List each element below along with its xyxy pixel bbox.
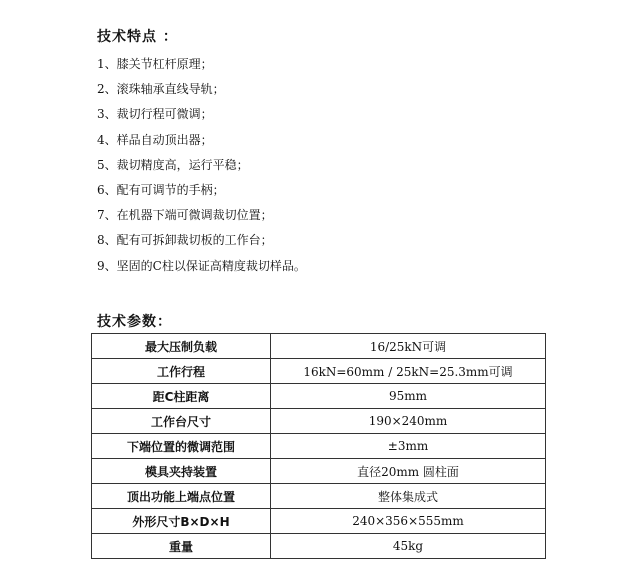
features-list — [97, 56, 306, 283]
feature-item: 9、坚固的C柱以保证高精度裁切样品。 — [97, 258, 306, 273]
feature-item: 3、裁切行程可微调； — [97, 107, 213, 122]
param-value: 45kg — [271, 534, 546, 559]
param-value: 95mm — [271, 384, 546, 409]
param-name: 最大压制负载 — [92, 334, 271, 359]
params-table — [91, 333, 546, 559]
param-name: 工作台尺寸 — [92, 409, 271, 434]
param-name: 下端位置的微调范围 — [92, 434, 271, 459]
param-value: 16/25kN可调 — [271, 334, 546, 359]
feature-item: 1、膝关节杠杆原理； — [97, 57, 213, 71]
table-row — [92, 459, 546, 484]
param-name: 顶出功能上端点位置 — [92, 484, 271, 509]
params-heading: 技术参数： — [97, 314, 172, 330]
param-name: 外形尺寸B×D×H — [92, 509, 271, 534]
feature-item: 6、配有可调节的手柄； — [97, 182, 225, 197]
table-row — [92, 484, 546, 509]
table-row — [92, 409, 546, 434]
table-row — [92, 334, 546, 359]
table-row — [92, 359, 546, 384]
param-value: 240×356×555mm — [271, 509, 546, 534]
param-name: 距C柱距离 — [92, 384, 271, 409]
feature-item: 7、在机器下端可微调裁切位置； — [97, 208, 273, 223]
param-value: ±3mm — [271, 434, 546, 459]
feature-item: 2、滚珠轴承直线导轨； — [97, 82, 225, 97]
feature-item: 4、样品自动顶出器； — [97, 132, 213, 147]
feature-item: 8、配有可拆卸裁切板的工作台； — [97, 233, 273, 248]
features-heading: 技术特点 ： — [97, 29, 178, 45]
table-row — [92, 434, 546, 459]
param-value: 整体集成式 — [271, 484, 546, 509]
param-name: 工作行程 — [92, 359, 271, 384]
table-row — [92, 384, 546, 409]
table-row — [92, 509, 546, 534]
param-value: 直径20mm 圆柱面 — [271, 459, 546, 484]
param-name: 重量 — [92, 534, 271, 559]
param-value: 190×240mm — [271, 409, 546, 434]
param-name: 模具夹持装置 — [92, 459, 271, 484]
feature-item: 5、裁切精度高，运行平稳； — [97, 157, 249, 172]
table-row — [92, 534, 546, 559]
param-value: 16kN=60mm / 25kN=25.3mm可调 — [271, 359, 546, 384]
